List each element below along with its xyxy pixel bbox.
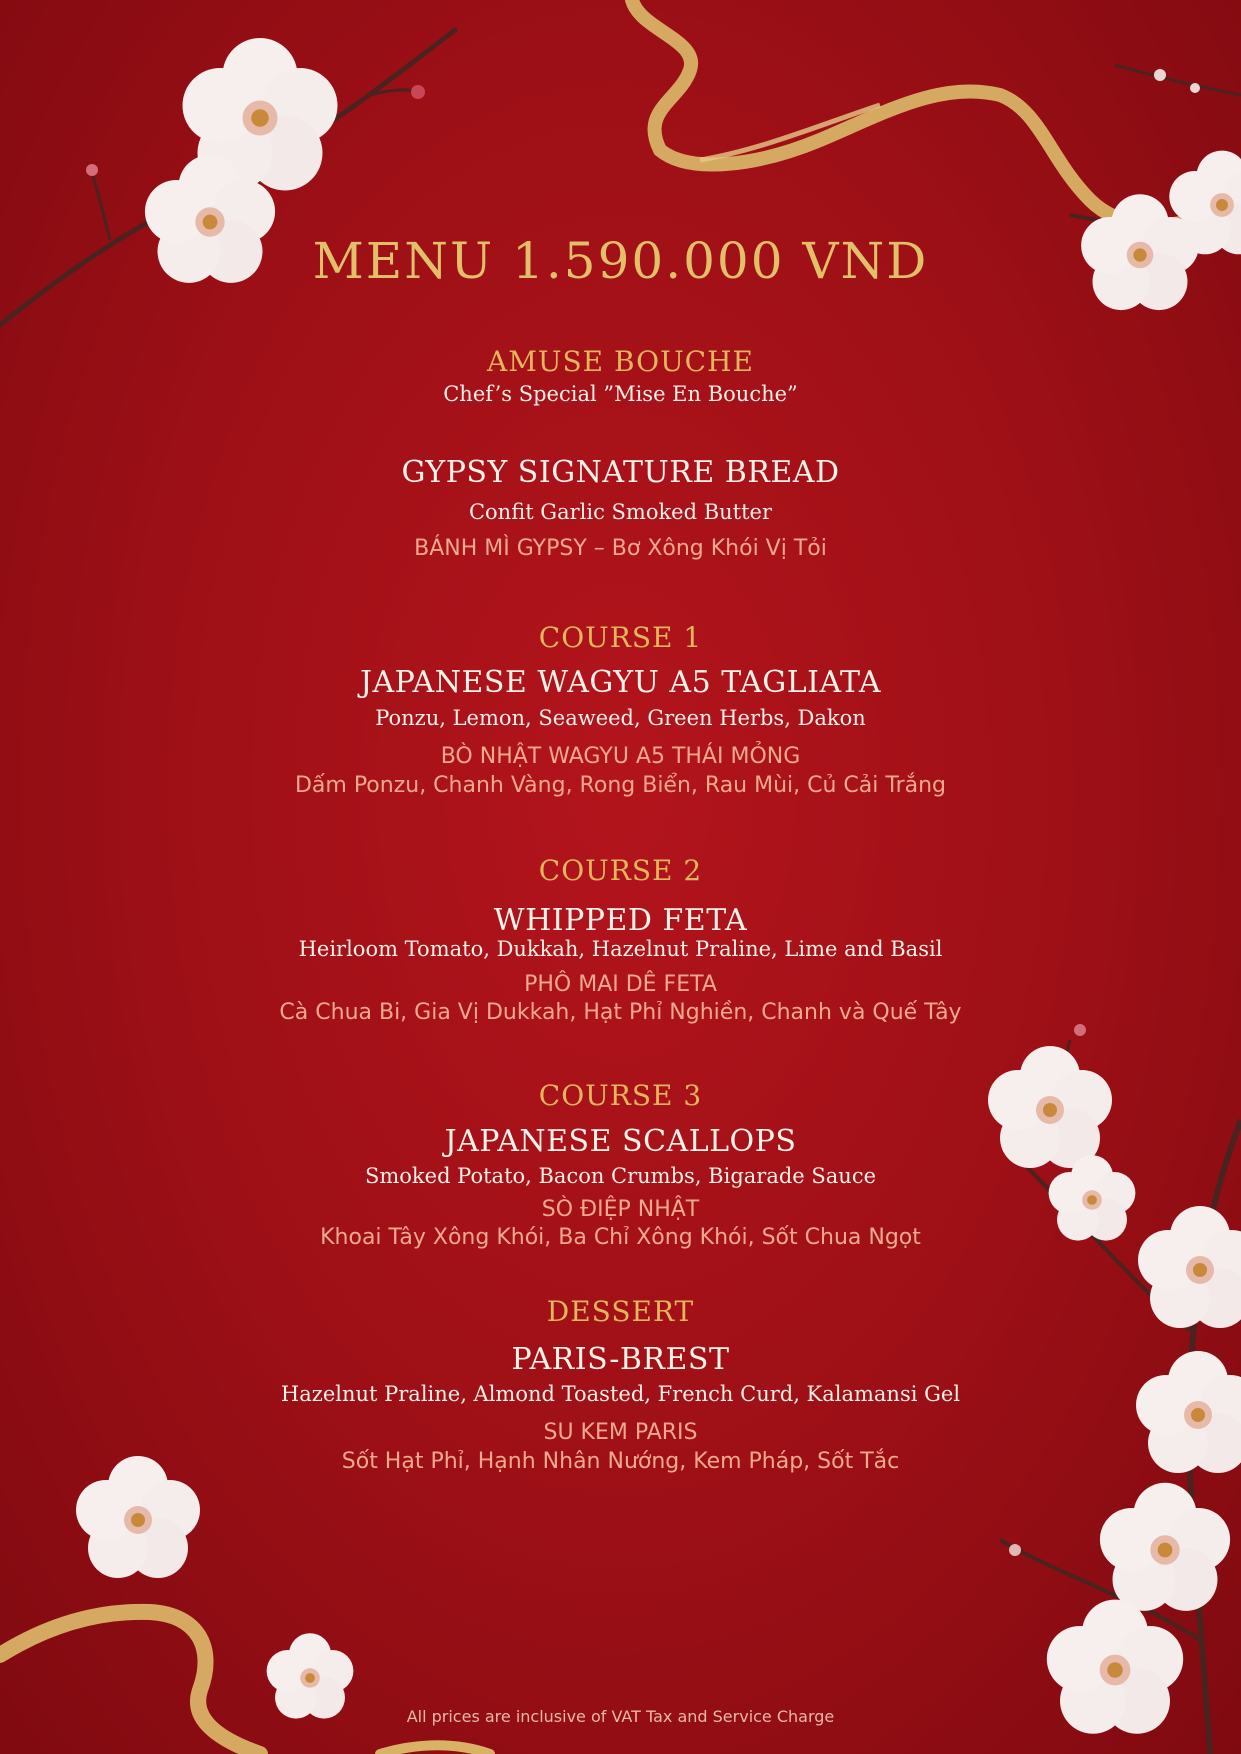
section-heading-course-3: COURSE 3	[538, 1079, 703, 1112]
section-heading-amuse-bouche: AMUSE BOUCHE	[487, 345, 754, 378]
course-2-vietnamese-description: Cà Chua Bi, Gia Vị Dukkah, Hạt Phỉ Nghiền, Chanh và Quế Tây	[279, 1000, 962, 1025]
course-1-vietnamese-description: Dấm Ponzu, Chanh Vàng, Rong Biển, Rau Mùi, Củ Cải Trắng	[294, 773, 947, 798]
section-heading-course-1: COURSE 1	[538, 621, 703, 654]
dish-name-course-1: JAPANESE WAGYU A5 TAGLIATA	[359, 665, 882, 700]
dessert-vietnamese-name: SU KEM PARIS	[543, 1420, 698, 1445]
footer-note: All prices are inclusive of VAT Tax and Service Charge	[406, 1707, 835, 1726]
section-heading-course-2: COURSE 2	[538, 854, 703, 887]
course-2-vietnamese-name: PHÔ MAI DÊ FETA	[524, 972, 717, 997]
dish-name-dessert: PARIS-BREST	[511, 1342, 730, 1377]
dessert-vietnamese-description: Sốt Hạt Phỉ, Hạnh Nhân Nướng, Kem Pháp, Sốt Tắc	[341, 1449, 900, 1474]
gold-swirl-bottom	[0, 1612, 260, 1754]
course-1-description: Ponzu, Lemon, Seaweed, Green Herbs, Dakon	[375, 706, 866, 730]
bread-vietnamese: BÁNH MÌ GYPSY – Bơ Xông Khói Vị Tỏi	[414, 536, 827, 561]
dessert-description: Hazelnut Praline, Almond Toasted, French Curd, Kalamansi Gel	[280, 1382, 961, 1406]
course-1-vietnamese-name: BÒ NHẬT WAGYU A5 THÁI MỎNG	[440, 744, 801, 769]
plum-blossoms-bottom-left	[76, 1456, 353, 1719]
dish-name-course-3: JAPANESE SCALLOPS	[444, 1124, 797, 1159]
amuse-bouche-description: Chef’s Special ”Mise En Bouche”	[443, 382, 798, 406]
course-3-vietnamese-name: SÒ ĐIỆP NHẬT	[541, 1197, 700, 1222]
course-2-description: Heirloom Tomato, Dukkah, Hazelnut Praline, Lime and Basil	[298, 937, 943, 961]
dish-name-course-2: WHIPPED FETA	[493, 903, 748, 938]
course-3-vietnamese-description: Khoai Tây Xông Khói, Ba Chỉ Xông Khói, Sốt Chua Ngọt	[320, 1225, 921, 1250]
section-heading-dessert: DESSERT	[546, 1295, 695, 1328]
menu-title: MENU 1.590.000 VND	[312, 232, 929, 290]
bread-description: Confit Garlic Smoked Butter	[468, 500, 773, 524]
dish-name-bread: GYPSY SIGNATURE BREAD	[401, 455, 840, 490]
gold-swirl-top	[632, 0, 1210, 225]
course-3-description: Smoked Potato, Bacon Crumbs, Bigarade Sauce	[364, 1164, 877, 1188]
